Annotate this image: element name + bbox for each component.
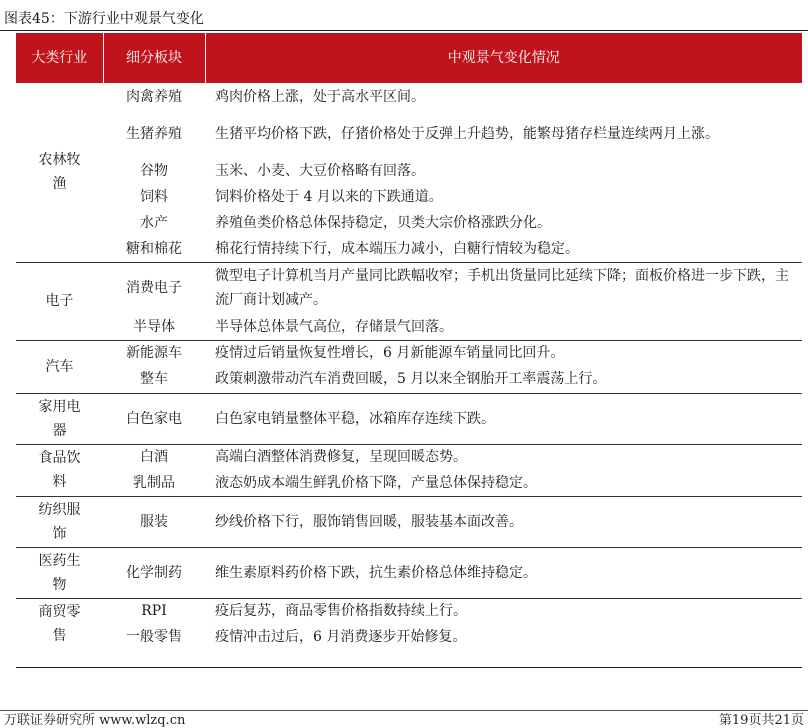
table-row xyxy=(16,236,802,262)
description-cell: 饲料价格处于 4 月以来的下跌通道。 xyxy=(215,189,443,205)
category-cell: 医药生物 xyxy=(16,547,103,598)
subcategory-cell: 水产 xyxy=(140,215,168,231)
table-body xyxy=(16,83,802,650)
description-cell: 微型电子计算机当月产量同比跌幅收窄；手机出货量同比延续下降；面板价格进一步下跌，主流厂商计划减产。 xyxy=(215,268,789,309)
table-row xyxy=(16,624,802,650)
footer-page-number: 第19页共21页 xyxy=(718,713,804,728)
table-row xyxy=(16,340,802,366)
description-cell: 液态奶成本端生鲜乳价格下降，产量总体保持稳定。 xyxy=(205,470,802,496)
subcategory-cell: 饲料 xyxy=(140,189,168,205)
category-cell: 家用电器 xyxy=(16,393,103,444)
category-cell: 电子 xyxy=(16,262,103,340)
table-row xyxy=(16,83,802,110)
subcategory-cell: 糖和棉花 xyxy=(103,236,205,262)
table-row xyxy=(16,184,802,210)
subcategory-cell: 半导体 xyxy=(103,314,205,340)
description-cell: 玉米、小麦、大豆价格略有回落。 xyxy=(215,163,425,179)
description-cell: 半导体总体景气高位，存储景气回落。 xyxy=(205,314,802,340)
category-cell: 食品饮料 xyxy=(16,444,103,496)
subcategory-cell: 化学制药 xyxy=(103,547,205,598)
table-row xyxy=(16,444,802,470)
category-cell: 汽车 xyxy=(16,340,103,393)
table-header-row xyxy=(16,33,802,83)
figure-title: 图表45：下游行业中观景气变化 xyxy=(4,11,204,27)
subcategory-cell: 服装 xyxy=(103,496,205,547)
subcategory-cell: 谷物 xyxy=(140,163,168,179)
table-row xyxy=(16,210,802,236)
description-cell: 鸡肉价格上涨，处于高水平区间。 xyxy=(215,88,425,105)
subcategory-cell: 白酒 xyxy=(140,449,168,466)
subcategory-cell: RPI xyxy=(141,603,167,620)
category-cell: 农林牧渔 xyxy=(16,83,103,262)
subcategory-cell: 白色家电 xyxy=(103,393,205,444)
table-row xyxy=(16,110,802,158)
description-cell: 疫后复苏，商品零售价格指数持续上行。 xyxy=(215,603,467,620)
description-cell: 纱线价格下行，服饰销售回暖，服装基本面改善。 xyxy=(205,496,802,547)
subcategory-cell: 肉禽养殖 xyxy=(126,88,182,105)
subcategory-cell: 生猪养殖 xyxy=(126,126,182,142)
subcategory-cell: 消费电子 xyxy=(126,280,182,297)
description-cell: 疫情冲击过后，6 月消费逐步开始修复。 xyxy=(215,629,467,645)
description-cell: 维生素原料药价格下跌，抗生素价格总体维持稳定。 xyxy=(205,547,802,598)
table-row xyxy=(16,393,802,444)
table-row xyxy=(16,470,802,496)
header-subcategory: 细分板块 xyxy=(103,33,205,83)
header-category: 大类行业 xyxy=(16,33,103,83)
table-row xyxy=(16,547,802,598)
table-bottom-rule xyxy=(16,667,802,668)
category-cell: 纺织服饰 xyxy=(16,496,103,547)
table-row xyxy=(16,598,802,624)
header-description: 中观景气变化情况 xyxy=(205,33,802,83)
subcategory-cell: 乳制品 xyxy=(103,470,205,496)
table-row xyxy=(16,366,802,393)
category-cell: 商贸零售 xyxy=(38,604,81,645)
description-cell: 生猪平均价格下跌，仔猪价格处于反弹上升趋势，能繁母猪存栏量连续两月上涨。 xyxy=(215,126,719,142)
description-cell: 疫情过后销量恢复性增长，6 月新能源车销量同比回升。 xyxy=(215,345,565,362)
description-cell: 白色家电销量整体平稳，冰箱库存连续下跌。 xyxy=(205,393,802,444)
description-cell: 政策刺激带动汽车消费回暖，5 月以来全钢胎开工率震荡上行。 xyxy=(205,366,802,393)
subcategory-cell: 一般零售 xyxy=(126,629,182,645)
table-row xyxy=(16,496,802,547)
description-cell: 高端白酒整体消费修复，呈现回暖态势。 xyxy=(215,449,467,466)
footer-source: 万联证券研究所 www.wlzq.cn xyxy=(4,713,186,728)
description-cell: 棉花行情持续下行，成本端压力减小，白糖行情较为稳定。 xyxy=(205,236,802,262)
title-divider xyxy=(0,30,808,31)
table-row xyxy=(16,158,802,184)
table-row xyxy=(16,262,802,314)
industry-table xyxy=(16,33,802,650)
table-row xyxy=(16,314,802,340)
subcategory-cell: 新能源车 xyxy=(126,345,182,362)
subcategory-cell: 整车 xyxy=(103,366,205,393)
description-cell: 养殖鱼类价格总体保持稳定，贝类大宗价格涨跌分化。 xyxy=(215,215,551,231)
